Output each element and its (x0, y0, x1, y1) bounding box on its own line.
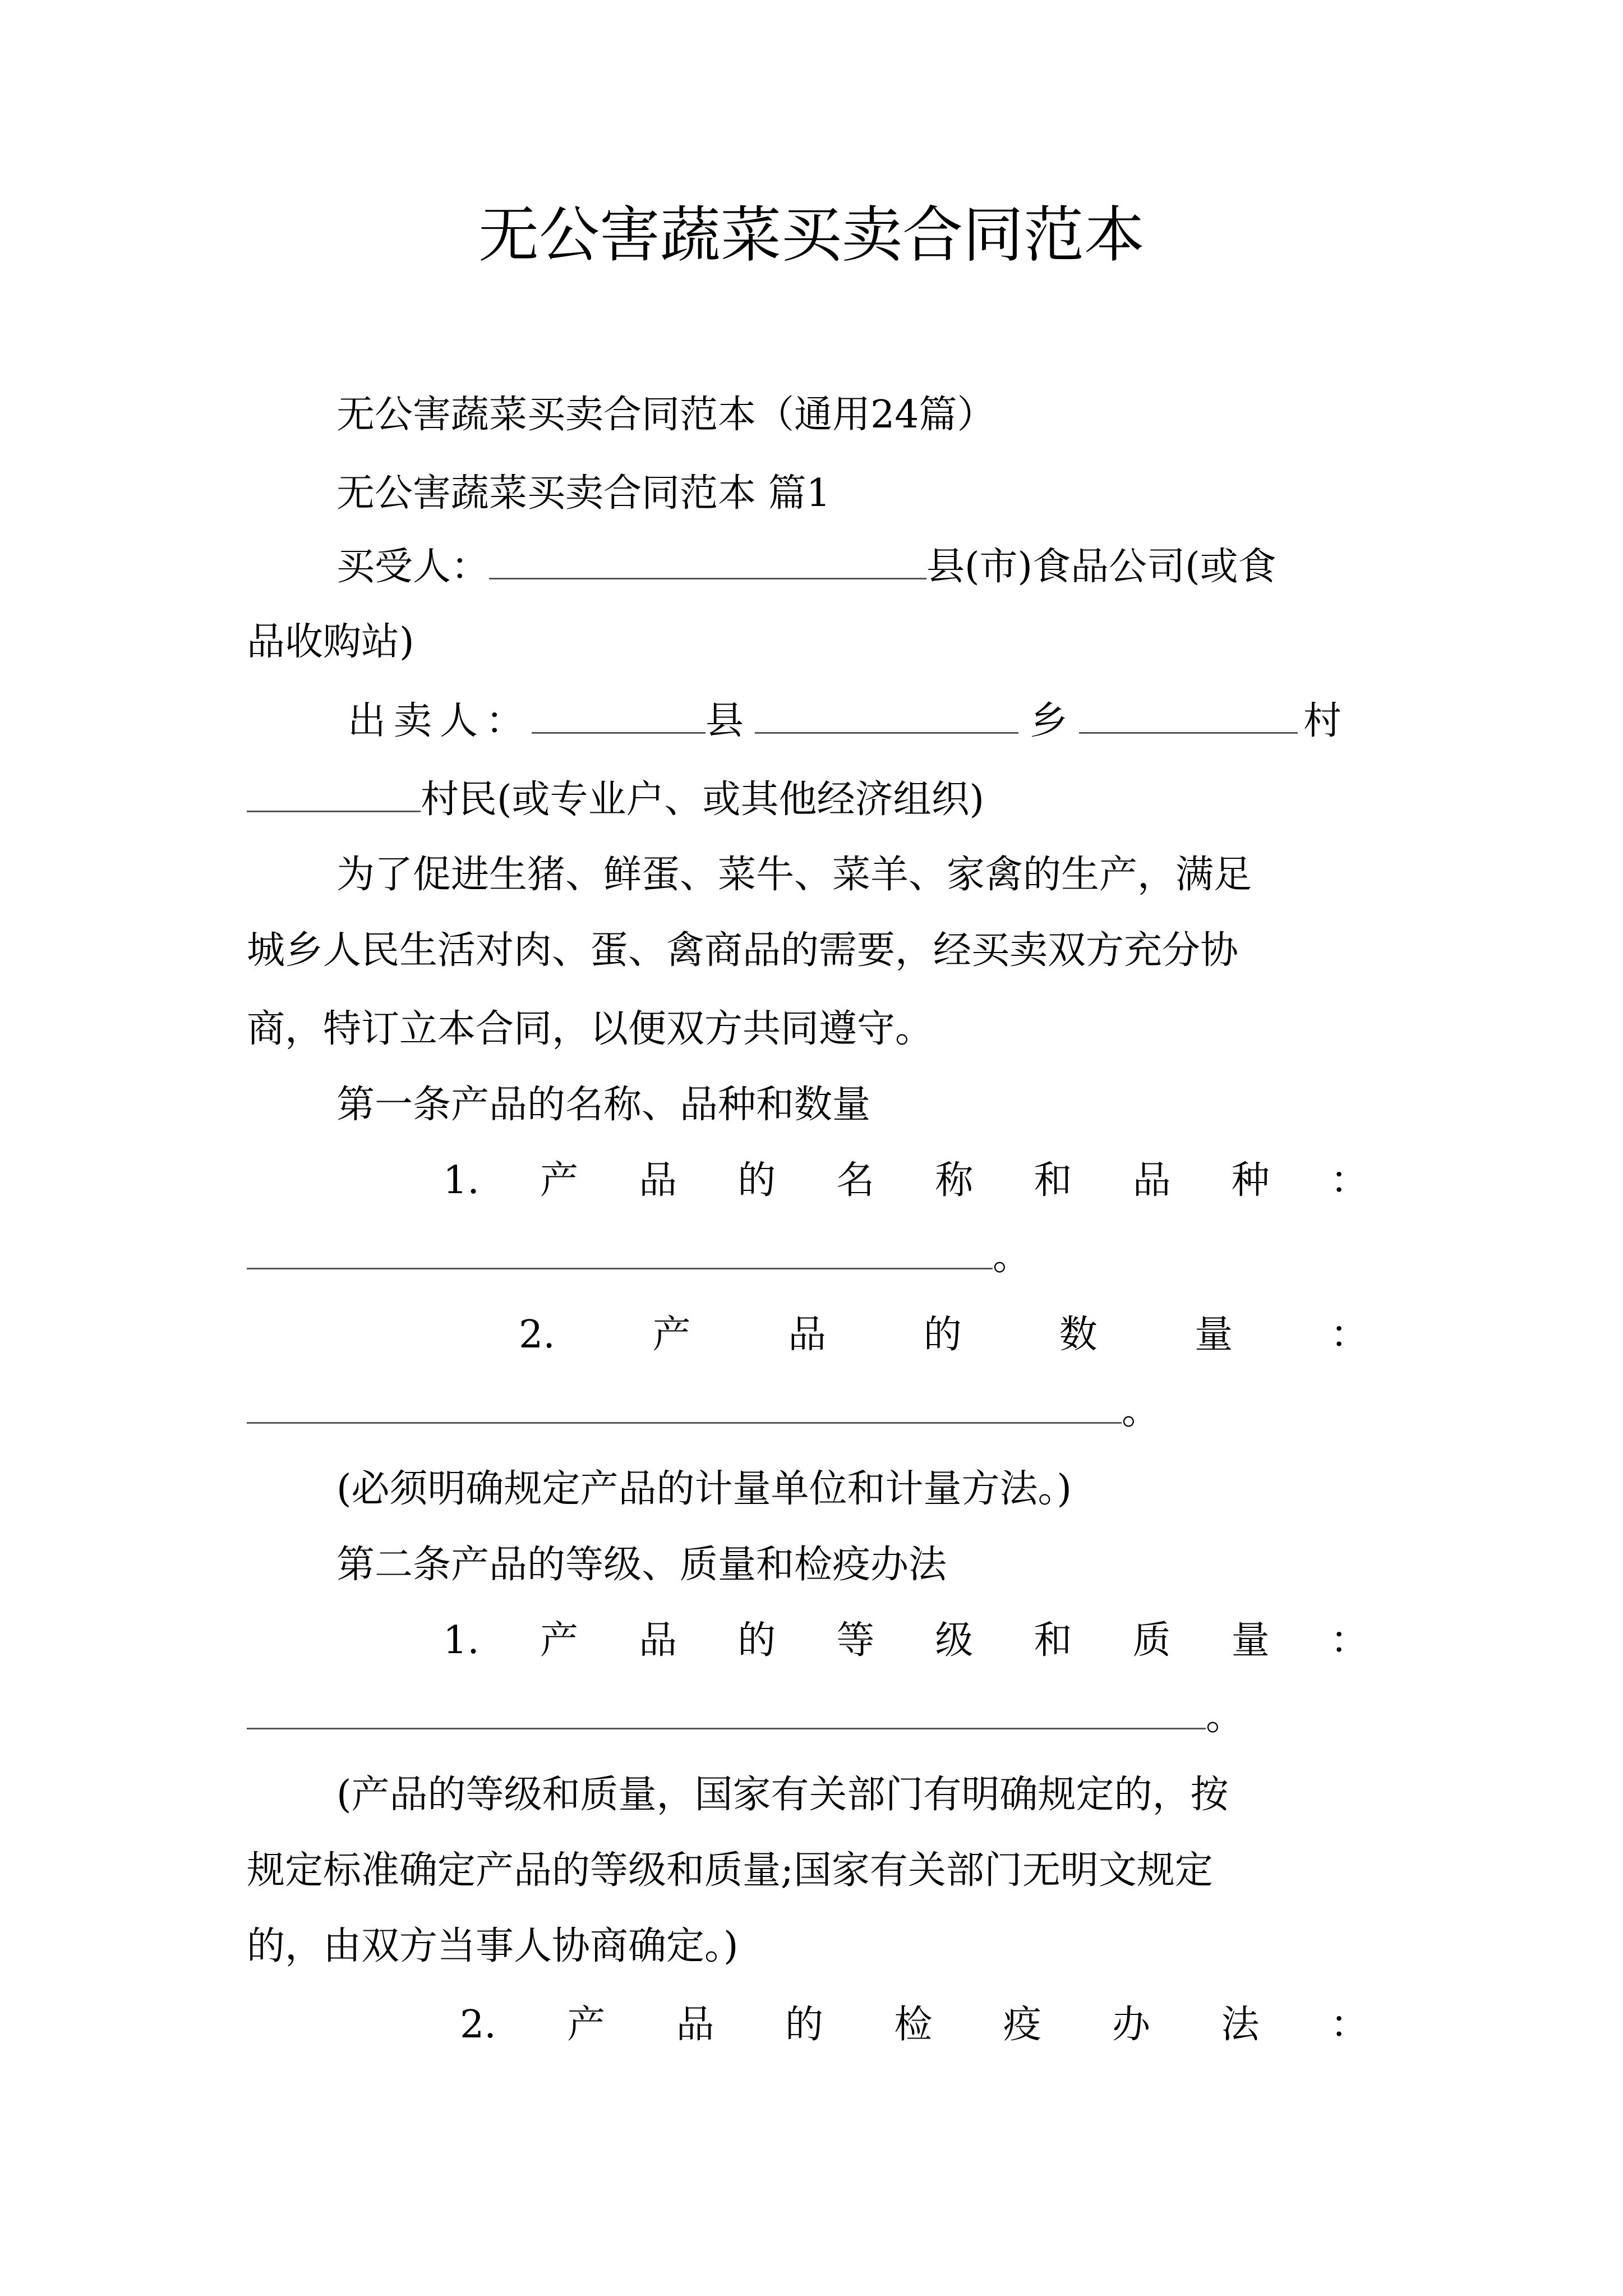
label-char: 品 (676, 2003, 714, 2047)
label-char: 产 (540, 1618, 578, 1663)
label-char: ： (1330, 1313, 1368, 1357)
product-quantity-blank[interactable] (247, 1383, 1122, 1424)
buyer-suffix: 县(市)食品公司(或食 (926, 545, 1276, 589)
label-char: 数 (1059, 1313, 1098, 1357)
clause1-item2-number: 2. (519, 1313, 555, 1357)
clause1-item1-label (443, 1153, 1368, 1209)
label-char: 产 (567, 2003, 606, 2047)
label-char: ： (1330, 2003, 1368, 2047)
label-char: 级 (935, 1618, 974, 1663)
seller-county-blank[interactable] (532, 693, 706, 734)
label-char: ： (1330, 1618, 1368, 1663)
clause1-heading: 第一条产品的名称、品种和数量 (336, 1083, 871, 1127)
clause2-heading: 第二条产品的等级、质量和检疫办法 (336, 1543, 947, 1587)
product-name-blank[interactable] (247, 1228, 993, 1269)
seller-township-blank[interactable] (755, 693, 1018, 734)
seller-label: 出卖人： (348, 699, 532, 743)
buyer-continuation: 品收购站) (247, 620, 414, 664)
seller-county: 县 (706, 699, 744, 743)
label-char: 和 (1034, 1158, 1072, 1203)
label-char: 名 (836, 1158, 875, 1203)
label-char: ： (1330, 1158, 1368, 1203)
period: 。 (993, 1235, 1031, 1279)
clause2-note-line-1: (产品的等级和质量，国家有关部门有明确规定的，按 (336, 1773, 1229, 1817)
buyer-label: 买受人： (336, 545, 490, 589)
label-char: 检 (894, 2003, 933, 2047)
clause2-note-line-3: 的，由双方当事人协商确定。) (247, 1924, 739, 1968)
clause2-item1-fill (247, 1688, 1244, 1745)
label-char: 量 (1231, 1618, 1270, 1663)
product-grade-blank[interactable] (247, 1688, 1206, 1729)
label-char: 法 (1221, 2003, 1260, 2047)
label-char: 质 (1132, 1618, 1171, 1663)
label-char: 品 (788, 1313, 827, 1357)
clause2-note-line-2: 规定标准确定产品的等级和质量;国家有关部门无明文规定 (247, 1848, 1213, 1893)
clause2-item1-label (443, 1613, 1368, 1669)
clause1-item2-label (519, 1307, 1368, 1363)
label-char: 称 (935, 1158, 974, 1203)
preamble-line-2: 城乡人民生活对肉、蛋、禽商品的需要，经买卖双方充分协 (247, 928, 1239, 973)
label-char: 和 (1034, 1618, 1072, 1663)
period: 。 (1206, 1695, 1244, 1739)
seller-township: 乡 (1030, 699, 1068, 743)
document-title: 无公害蔬菜买卖合同范本 (478, 200, 1145, 270)
preamble-line-3: 商，特订立本合同，以便双方共同遵守。 (247, 1007, 934, 1051)
label-char: 的 (923, 1313, 962, 1357)
label-char: 产 (652, 1313, 691, 1357)
label-char: 的 (737, 1618, 776, 1663)
label-char: 产 (540, 1158, 578, 1203)
buyer-blank[interactable] (489, 539, 926, 579)
clause1-item1-fill (247, 1228, 1031, 1285)
label-char: 种 (1231, 1158, 1270, 1203)
buyer-line (336, 539, 1276, 595)
label-char: 品 (639, 1158, 677, 1203)
seller-continuation-line (247, 771, 984, 828)
seller-continuation: 村民(或专业户、或其他经济组织) (421, 777, 985, 822)
seller-line (348, 693, 1341, 749)
clause1-item2-fill (247, 1383, 1160, 1439)
clause2-item2-number: 2. (460, 2003, 496, 2047)
label-char: 量 (1195, 1313, 1233, 1357)
label-char: 疫 (1003, 2003, 1041, 2047)
label-char: 品 (639, 1618, 677, 1663)
clause2-item2-label (460, 1997, 1368, 2053)
article-heading: 无公害蔬菜买卖合同范本 篇1 (336, 471, 831, 516)
label-char: 办 (1112, 2003, 1151, 2047)
document-subtitle: 无公害蔬菜买卖合同范本（通用24篇） (336, 393, 995, 437)
clause1-item1-number: 1. (443, 1158, 479, 1203)
seller-villager-blank[interactable] (247, 771, 421, 812)
label-char: 等 (836, 1618, 875, 1663)
label-char: 的 (785, 2003, 824, 2047)
clause1-note: (必须明确规定产品的计量单位和计量方法。) (336, 1467, 1072, 1511)
seller-village: 村 (1303, 699, 1342, 743)
label-char: 品 (1132, 1158, 1171, 1203)
seller-village-blank[interactable] (1079, 693, 1298, 734)
preamble-line-1: 为了促进生猪、鲜蛋、菜牛、菜羊、家禽的生产，满足 (336, 853, 1252, 897)
clause2-item1-number: 1. (443, 1618, 479, 1663)
label-char: 的 (737, 1158, 776, 1203)
period: 。 (1122, 1389, 1160, 1433)
